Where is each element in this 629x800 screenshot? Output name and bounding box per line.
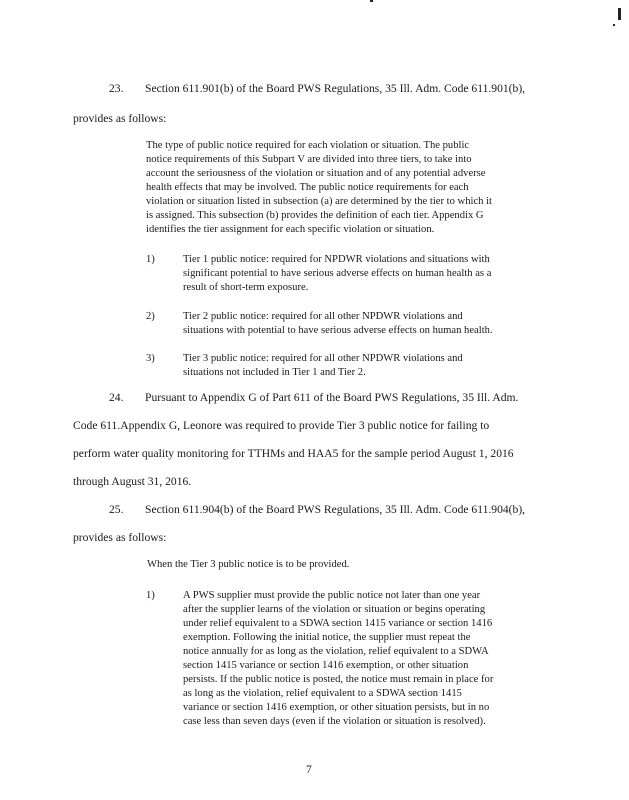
scan-mark — [618, 8, 621, 20]
list-item-line: section 1415 variance or section 1416 exemption, or other situation — [183, 660, 469, 671]
list-item-line: A PWS supplier must provide the public notice not later than one year — [183, 590, 481, 601]
quote-line: notice requirements of this Subpart V are divided into three tiers, to take into — [146, 154, 472, 165]
quote-line: violation or situation listed in subsection (a) are determined by the tier to which it — [146, 196, 492, 207]
list-item-line: result of short-term exposure. — [183, 282, 309, 293]
list-item-line: situations not included in Tier 1 and Tier 2. — [183, 367, 366, 378]
list-item-number: 1) — [146, 254, 155, 265]
quote-line: is assigned. This subsection (b) provides the definition of each tier. Appendix G — [146, 210, 484, 221]
paragraph-line: perform water quality monitoring for TTHMs and HAA5 for the sample period August 1, 2016 — [73, 447, 514, 460]
list-item-line: significant potential to have serious adverse effects on human health as a — [183, 268, 492, 279]
quote-line: identifies the tier assignment for each specific violation or situation. — [146, 224, 435, 235]
quote-heading: When the Tier 3 public notice is to be provided. — [147, 559, 350, 570]
paragraph-number: 24. — [109, 391, 124, 404]
list-item-line: exemption. Following the initial notice, the supplier must repeat the — [183, 632, 471, 643]
quote-line: account the seriousness of the violation or situation and of any potential adverse — [146, 168, 486, 179]
quote-line: The type of public notice required for each violation or situation. The public — [146, 140, 470, 151]
page-number: 7 — [306, 763, 312, 776]
list-item-line: situations with potential to have serious adverse effects on human health. — [183, 325, 493, 336]
list-item-line: case less than seven days (even if the violation or situation is resolved). — [183, 716, 486, 727]
list-item-line: as long as the violation, relief equivalent to a SDWA section 1415 — [183, 688, 462, 699]
paragraph-line: provides as follows: — [73, 531, 167, 544]
paragraph-line: Section 611.901(b) of the Board PWS Regulations, 35 Ill. Adm. Code 611.901(b), — [145, 82, 526, 95]
paragraph-number: 23. — [109, 82, 124, 95]
list-item-line: Tier 1 public notice: required for NPDWR violations and situations with — [183, 254, 490, 265]
paragraph-line: through August 31, 2016. — [73, 475, 192, 488]
list-item-line: under relief equivalent to a SDWA section 1415 variance or section 1416 — [183, 618, 493, 629]
paragraph-line: Code 611.Appendix G, Leonore was required to provide Tier 3 public notice for failing to — [73, 419, 490, 432]
list-item-line: Tier 3 public notice: required for all other NPDWR violations and — [183, 353, 463, 364]
list-item-number: 2) — [146, 311, 155, 322]
list-item-line: persists. If the public notice is posted, the notice must remain in place for — [183, 674, 494, 685]
list-item-number: 1) — [146, 590, 155, 601]
paragraph-line: Section 611.904(b) of the Board PWS Regulations, 35 Ill. Adm. Code 611.904(b), — [145, 503, 526, 516]
scan-mark — [370, 0, 373, 2]
list-item-line: Tier 2 public notice: required for all other NPDWR violations and — [183, 311, 463, 322]
scan-mark — [613, 24, 615, 26]
quote-line: health effects that may be involved. The public notice requirements for each — [146, 182, 469, 193]
paragraph-line: Pursuant to Appendix G of Part 611 of the Board PWS Regulations, 35 Ill. Adm. — [145, 391, 519, 404]
list-item-line: after the supplier learns of the violation or situation or begins operating — [183, 604, 486, 615]
list-item-line: variance or section 1416 exemption, or other situation persists, but in no — [183, 702, 490, 713]
paragraph-line: provides as follows: — [73, 112, 167, 125]
list-item-number: 3) — [146, 353, 155, 364]
paragraph-number: 25. — [109, 503, 124, 516]
list-item-line: notice annually for as long as the violation, relief equivalent to a SDWA — [183, 646, 489, 657]
